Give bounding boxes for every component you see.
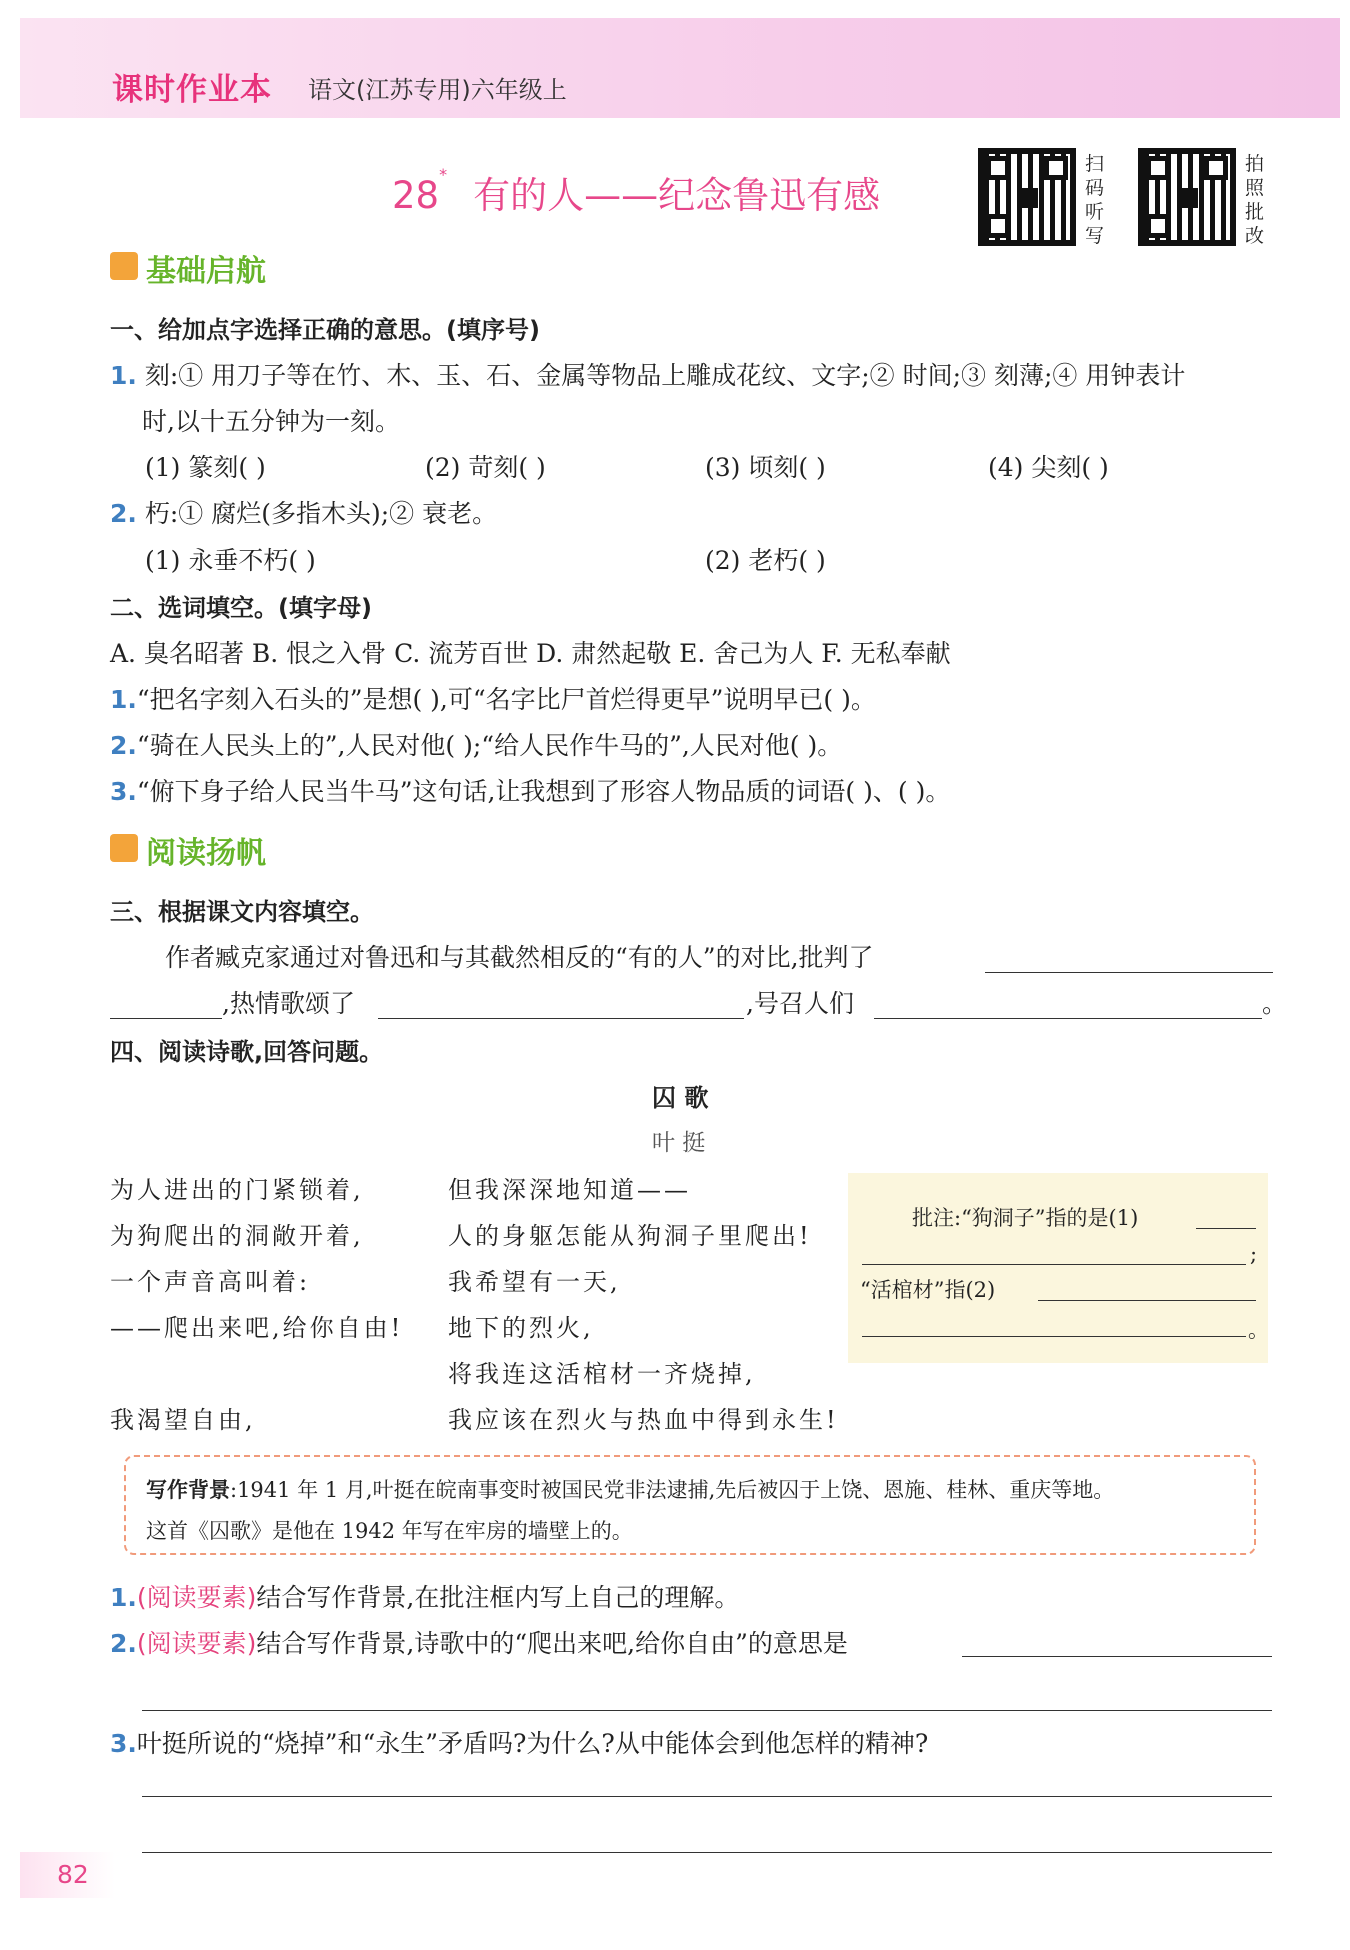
q3-blank-1[interactable] <box>985 972 1273 973</box>
q2-title: 二、选词填空。(填字母) <box>110 594 372 622</box>
ans2-tag: (阅读要素) <box>136 1629 257 1658</box>
poem-author: 叶 挺 <box>652 1130 706 1156</box>
page-number-tab <box>20 1852 115 1898</box>
item1-number: 1. <box>110 361 137 390</box>
poem-left-3: 一个声音高叫着: <box>110 1268 311 1296</box>
poem-right-4: 地下的烈火, <box>448 1314 594 1342</box>
section-reading-heading: 阅读扬帆 <box>146 836 266 871</box>
item2-text: 朽:① 腐烂(多指木头);② 衰老。 <box>144 499 498 528</box>
item1-line2: 时,以十五分钟为一刻。 <box>142 407 400 436</box>
ans-item-3 <box>110 1724 928 1760</box>
note-blank-1b[interactable] <box>862 1264 1246 1265</box>
q1-title: 一、给加点字选择正确的意思。(填序号) <box>110 316 540 344</box>
poem-left-2: 为狗爬出的洞敞开着, <box>110 1222 364 1250</box>
poem-right-6: 我应该在烈火与热血中得到永生! <box>448 1406 839 1434</box>
item1-text: 刻:① 用刀子等在竹、木、玉、石、金属等物品上雕成花纹、文字;② 时间;③ 刻薄;④ 用钟表计 <box>144 361 1186 390</box>
item1-opt4: (4) 尖刻( ) <box>988 453 1109 482</box>
brand-title: 课时作业本 <box>112 72 272 108</box>
lesson-title-text: 有的人——纪念鲁迅有感 <box>473 174 881 217</box>
lesson-star: * <box>439 165 448 184</box>
poem-left-6: 我渴望自由, <box>110 1406 256 1434</box>
fill1-number: 1. <box>110 685 137 714</box>
q3-end: 。 <box>1262 989 1288 1018</box>
q3-blank-1b[interactable] <box>110 1018 222 1019</box>
ans3-number: 3. <box>110 1729 137 1758</box>
item1-line1 <box>110 356 1185 392</box>
q3-line1: 作者臧克家通过对鲁迅和与其截然相反的“有的人”的对比,批判了 <box>165 943 874 972</box>
fill2-text: “骑在人民头上的”,人民对他( );“给人民作牛马的”,人民对他( )。 <box>136 731 843 760</box>
item2-line1 <box>110 494 497 530</box>
ans1-tag: (阅读要素) <box>136 1583 257 1612</box>
ans2-text: 结合写作背景,诗歌中的“爬出来吧,给你自由”的意思是 <box>256 1629 848 1658</box>
ans3-blank-1[interactable] <box>142 1796 1272 1797</box>
item1-opt3: (3) 顷刻( ) <box>705 453 826 482</box>
fill3-text: “俯下身子给人民当牛马”这句话,让我想到了形容人物品质的词语( )、( )。 <box>136 777 951 806</box>
fill-item-1 <box>110 680 876 716</box>
item2-opt1: (1) 永垂不朽( ) <box>145 546 316 575</box>
poem-left-4: ——爬出来吧,给你自由! <box>110 1314 404 1342</box>
item1-opt2: (2) 苛刻( ) <box>425 453 546 482</box>
bg-line1 <box>146 1474 1114 1504</box>
q3-blank-3[interactable] <box>874 1018 1262 1019</box>
bg-label: 写作背景 <box>146 1478 230 1502</box>
poem-right-5: 将我连这活棺材一齐烧掉, <box>448 1360 756 1388</box>
item2-opt2: (2) 老朽( ) <box>705 546 826 575</box>
note-blank-2[interactable] <box>1038 1300 1256 1301</box>
subject-label: 语文(江苏专用)六年级上 <box>308 76 567 104</box>
note-line2: “活棺材”指(2) <box>860 1278 996 1302</box>
ans2-blank-2[interactable] <box>142 1710 1272 1711</box>
poem-right-2: 人的身躯怎能从狗洞子里爬出! <box>448 1222 812 1250</box>
anchor-icon <box>110 252 138 280</box>
ans3-blank-2[interactable] <box>142 1852 1272 1853</box>
poem-right-1: 但我深深地知道—— <box>448 1176 691 1204</box>
qr-code-icon-2[interactable] <box>1138 148 1236 246</box>
fill2-number: 2. <box>110 731 137 760</box>
ans1-text: 结合写作背景,在批注框内写上自己的理解。 <box>256 1583 740 1612</box>
note-line1: 批注:“狗洞子”指的是(1) <box>912 1206 1139 1230</box>
note-semicolon: ; <box>1250 1242 1258 1266</box>
qr-code-icon[interactable] <box>978 148 1076 246</box>
note-period: 。 <box>1248 1318 1269 1342</box>
q3-part3: ,号召人们 <box>746 989 854 1018</box>
qr2-label: 拍照批改 <box>1245 153 1265 247</box>
item1-opt1: (1) 篆刻( ) <box>145 453 266 482</box>
q3-title: 三、根据课文内容填空。 <box>110 898 374 926</box>
note-blank-2b[interactable] <box>862 1336 1246 1337</box>
q3-blank-2[interactable] <box>378 1018 744 1019</box>
ans-item-1 <box>110 1578 739 1614</box>
qr1-label: 扫码听写 <box>1085 153 1105 247</box>
ans-item-2 <box>110 1624 848 1660</box>
poem-left-1: 为人进出的门紧锁着, <box>110 1176 364 1204</box>
poem-right-3: 我希望有一天, <box>448 1268 621 1296</box>
ans1-number: 1. <box>110 1583 137 1612</box>
fill-item-2 <box>110 726 842 762</box>
page-number: 82 <box>57 1860 89 1889</box>
lesson-title <box>392 165 880 219</box>
ans3-text: 叶挺所说的“烧掉”和“永生”矛盾吗?为什么?从中能体会到他怎样的精神? <box>136 1729 929 1758</box>
poem-title: 囚 歌 <box>652 1084 709 1112</box>
item2-number: 2. <box>110 499 137 528</box>
q3-part2: ,热情歌颂了 <box>222 989 355 1018</box>
word-choices: A. 臭名昭著 B. 恨之入骨 C. 流芳百世 D. 肃然起敬 E. 舍己为人 F. 无私奉献 <box>110 639 951 668</box>
fill-item-3 <box>110 772 950 808</box>
lesson-number: 28 <box>392 174 440 217</box>
fill3-number: 3. <box>110 777 137 806</box>
note-blank-1[interactable] <box>1196 1228 1256 1229</box>
bg-line2: 这首《囚歌》是他在 1942 年写在牢房的墙壁上的。 <box>146 1519 633 1543</box>
fill1-text: “把名字刻入石头的”是想( ),可“名字比尸首烂得更早”说明早已( )。 <box>136 685 876 714</box>
q4-title: 四、阅读诗歌,回答问题。 <box>110 1038 384 1066</box>
bg-text1: :1941 年 1 月,叶挺在皖南事变时被国民党非法逮捕,先后被囚于上饶、恩施、桂林、重庆等地。 <box>230 1478 1115 1502</box>
section-basic-heading: 基础启航 <box>146 254 266 289</box>
sail-icon <box>110 834 138 862</box>
ans2-blank-1[interactable] <box>962 1656 1272 1657</box>
ans2-number: 2. <box>110 1629 137 1658</box>
